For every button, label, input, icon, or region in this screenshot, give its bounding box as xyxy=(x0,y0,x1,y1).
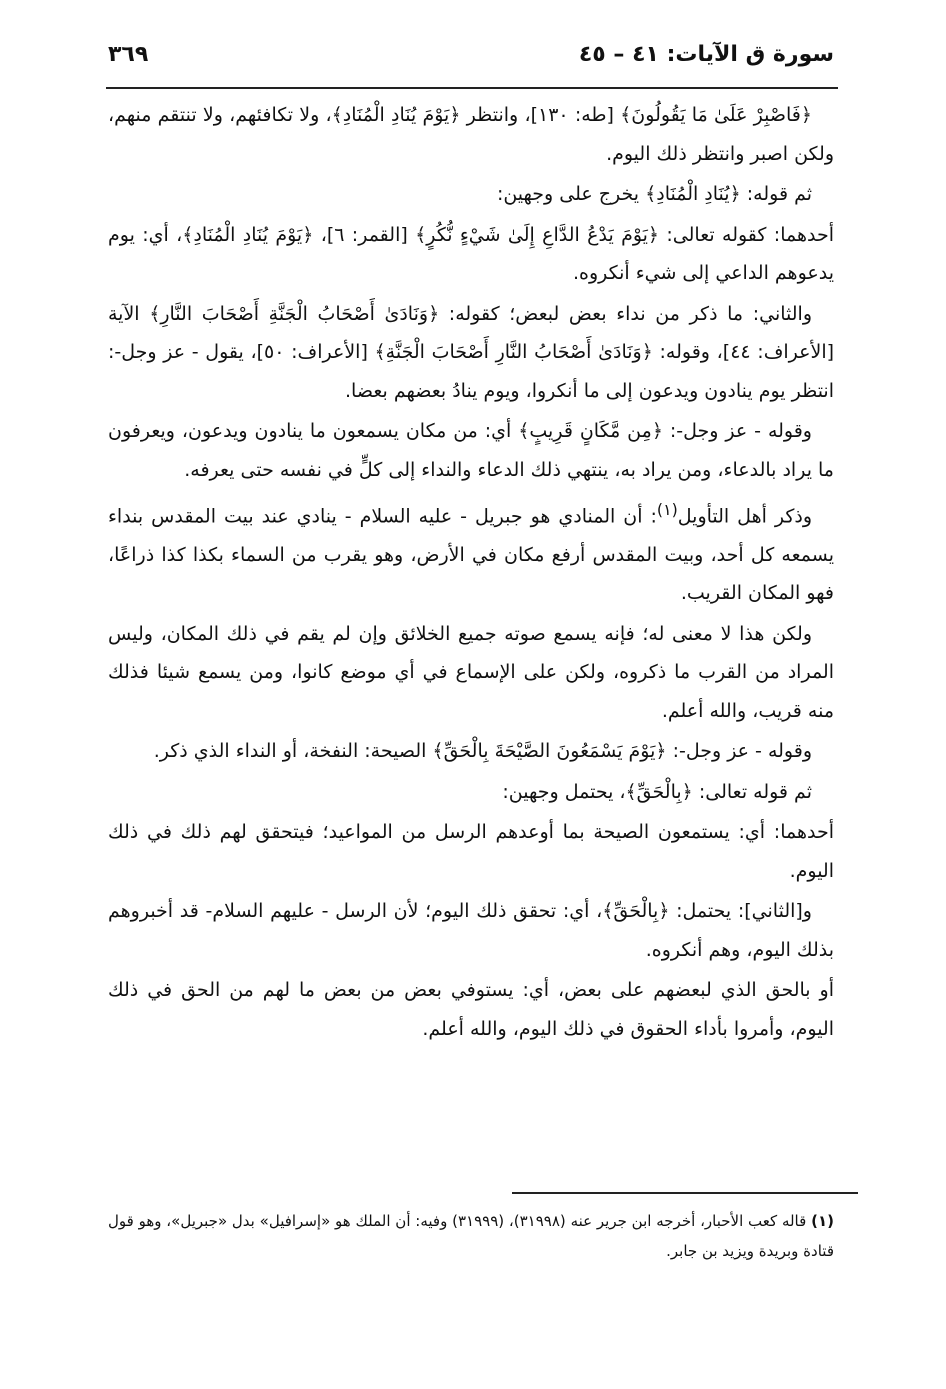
paragraph: وقوله - عز وجل-: ﴿مِن مَّكَانٍ قَرِيبٍ﴾ أي: من مكان يسمعون ما ينادون ويدعون، ويعرفون ما يراد بالدعاء، ومن يراد به، ينتهي ذلك الدعاء والنداء إلى كلٍّ في نفسه حتى يعرفه. xyxy=(108,420,834,481)
paragraph: أحدهما: أي: يستمعون الصيحة بما أوعدهم الرسل من المواعيد؛ فيتحقق لهم ذلك في ذلك اليوم. xyxy=(108,821,834,882)
footnote-marker: (١) xyxy=(811,1212,834,1230)
page-number: ٣٦٩ xyxy=(108,42,149,67)
paragraph-with-footnote xyxy=(108,491,834,613)
paragraph: و[الثاني]: يحتمل: ﴿بِالْحَقِّ﴾، أي: تحقق ذلك اليوم؛ لأن الرسل - عليهم السلام- قد أخبروهم بذلك اليوم، وهم أنكروه. xyxy=(108,900,834,961)
paragraph: أو بالحق الذي لبعضهم على بعض، أي: يستوفي بعض من بعض ما لهم من الحق في ذلك اليوم، وأمروا بأداء الحقوق في ذلك اليوم، والله أعلم. xyxy=(108,979,834,1040)
footnotes xyxy=(108,1206,834,1268)
footnote-divider xyxy=(512,1192,858,1194)
footnote-reference[interactable]: (١) xyxy=(656,500,678,519)
paragraph-text: : أن المنادي هو جبريل - عليه السلام - ينادي عند بيت المقدس بنداء يسمعه كل أحد، وبيت المقدس أرفع مكان في الأرض، وهو يقرب من السماء بكذا كذا ذراعًا، فهو المكان القريب. xyxy=(108,505,834,605)
footnote xyxy=(108,1206,834,1266)
paragraph: ثم قوله تعالى: ﴿بِالْحَقِّ﴾، يحتمل وجهين: xyxy=(502,780,812,803)
page-header-title: سورة ق الآيات: ٤١ – ٤٥ xyxy=(578,42,834,67)
paragraph-text: وذكر أهل التأويل xyxy=(677,505,812,528)
main-text xyxy=(108,96,834,1050)
footnote-text: قاله كعب الأحبار، أخرجه ابن جرير عنه (٣١٩٩٨)، (٣١٩٩٩) وفيه: أن الملك هو «إسرافيل» بدل «جبريل»، وهو قول قتادة وبريدة ويزيد بن جابر. xyxy=(108,1212,834,1260)
paragraph: ثم قوله: ﴿يُنَادِ الْمُنَادِ﴾ يخرج على وجهين: xyxy=(496,183,812,205)
paragraph: ولكن هذا لا معنى له؛ فإنه يسمع صوته جميع الخلائق وإن لم يقم في ذلك المكان، وليس المراد من القرب ما ذكروه، ولكن على الإسماع في أي موضع كانوا، ومن يسمع شيئا فذلك منه قريب، والله أعلم. xyxy=(108,622,834,722)
paragraph: أحدهما: كقوله تعالى: ﴿يَوْمَ يَدْعُ الدَّاعِ إِلَىٰ شَيْءٍ نُّكُرٍ﴾ [القمر: ٦]، ﴿يَوْمَ يُنَادِ الْمُنَادِ﴾، أي: يوم يدعوهم الداعي إلى شيء أنكروه. xyxy=(108,223,835,284)
paragraph: ﴿فَاصْبِرْ عَلَىٰ مَا يَقُولُونَ﴾ [طه: ١٣٠]، وانتظر ﴿يَوْمَ يُنَادِ الْمُنَادِ﴾، ولا تكافئهم، ولا تنتقم منهم، ولكن اصبر وانتظر ذلك اليوم. xyxy=(108,104,834,165)
running-header xyxy=(108,38,834,78)
paragraph: وقوله - عز وجل-: ﴿يَوْمَ يَسْمَعُونَ الصَّيْحَةَ بِالْحَقِّ﴾ الصيحة: النفخة، أو النداء الذي ذكر. xyxy=(153,740,812,763)
header-divider xyxy=(106,87,838,89)
paragraph: والثاني: ما ذكر من نداء بعض لبعض؛ كقوله: ﴿وَنَادَىٰ أَصْحَابُ الْجَنَّةِ أَصْحَابَ النَّارِ﴾ الآية [الأعراف: ٤٤]، وقوله: ﴿وَنَادَىٰ أَصْحَابُ النَّارِ أَصْحَابَ الْجَنَّةِ﴾ [الأعراف: ٥٠]، يقول - عز وجل-: انتظر يوم ينادون ويدعون إلى ما أنكروا، ويوم ينادُ بعضهم بعضا. xyxy=(108,302,835,402)
